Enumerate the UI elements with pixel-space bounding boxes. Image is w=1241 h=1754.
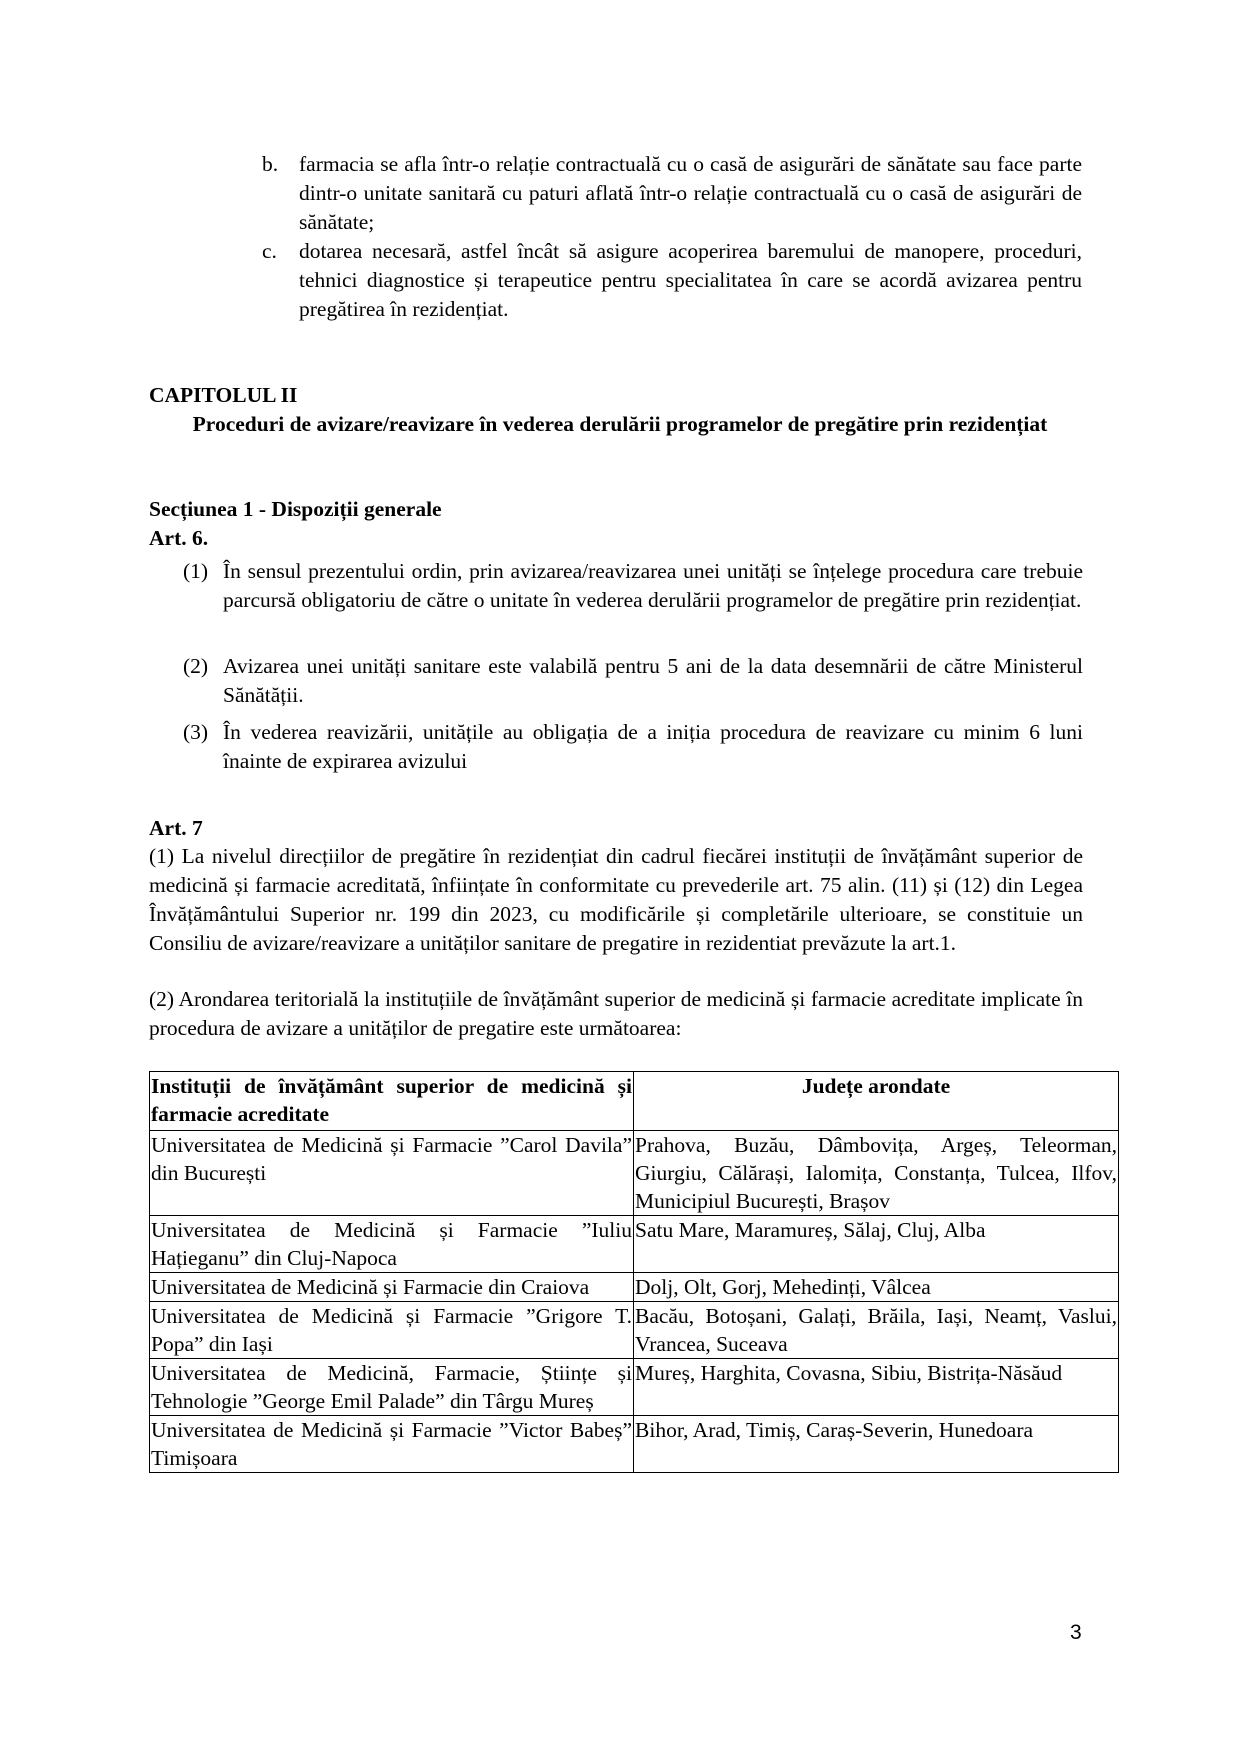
table-cell-counties: Bihor, Arad, Timiș, Caraș-Severin, Hunedoara [634,1416,1119,1473]
list-item-text: dotarea necesară, astfel încât să asigure acoperirea baremului de manopere, proceduri, tehnici diagnostice și terapeutice pentru specialitatea în care se acordă avizarea pentru pregătirea în rezidențiat. [299,239,1082,321]
table-row [150,1216,1119,1273]
paragraph-text: În sensul prezentului ordin, prin avizarea/reavizarea unei unități se înțelege procedura care trebuie parcursă obligatoriu de către o unitate în vederea derulării programelor de pregătire prin rezidențiat. [223,559,1083,612]
table-cell-institution: Universitatea de Medicină și Farmacie din Craiova [150,1273,634,1302]
table-cell-counties: Dolj, Olt, Gorj, Mehedinți, Vâlcea [634,1273,1119,1302]
table-row [150,1273,1119,1302]
list-marker: c. [262,239,277,263]
paragraph-text: Avizarea unei unități sanitare este valabilă pentru 5 ani de la data desemnării de către Ministerul Sănătății. [223,654,1083,707]
table-row [150,1416,1119,1473]
table-cell-counties: Prahova, Buzău, Dâmbovița, Argeș, Teleorman, Giurgiu, Călărași, Ialomița, Constanța, Tulcea, Ilfov, Municipiul București, Brașov [634,1131,1119,1216]
table-row [150,1302,1119,1359]
table-cell-institution: Universitatea de Medicină și Farmacie ”Carol Davila” din București [150,1131,634,1216]
table-header-row [150,1072,1119,1131]
paragraph-marker: (2) [183,654,209,678]
art7-paragraph-1: (1) La nivelul direcțiilor de pregătire în rezidențiat din cadrul fiecărei instituții de învățământ superior de medicină și farmacie acreditată, înființate în conformitate cu prevederile art. 75 alin. (11) și (12) din Legea Învățământului Superior nr. 199 din 2023, cu modificările și completările ulterioare, se constituie un Consiliu de avizare/reavizare a unităților sanitare de pregatire in rezidentiat prevăzute la art.1. [149,844,1083,955]
art7-paragraph-2: (2) Arondarea teritorială la instituțiile de învățământ superior de medicină și farmacie acreditate implicate în procedura de avizare a unităților de pregatire este următoarea: [149,987,1083,1040]
paragraph-marker: (3) [183,720,209,744]
table-cell-institution: Universitatea de Medicină și Farmacie ”Iuliu Hațieganu” din Cluj-Napoca [150,1216,634,1273]
paragraph-marker: (1) [183,559,209,583]
table-row [150,1359,1119,1416]
list-item-c [262,237,1082,324]
table-header-counties: Județe arondate [634,1072,1119,1131]
page-number: 3 [1070,1621,1082,1644]
art7-heading: Art. 7 [149,816,203,840]
arondare-table [149,1071,1119,1473]
table-cell-institution: Universitatea de Medicină și Farmacie ”Grigore T. Popa” din Iași [150,1302,634,1359]
art6-paragraph-3 [183,718,1083,776]
table-cell-institution: Universitatea de Medicină, Farmacie, Științe și Tehnologie ”George Emil Palade” din Târgu Mureș [150,1359,634,1416]
paragraph-text: În vederea reavizării, unitățile au obligația de a iniția procedura de reavizare cu minim 6 luni înainte de expirarea avizului [223,720,1083,773]
section-heading: Secțiunea 1 - Dispoziții generale [149,497,442,521]
chapter-heading: CAPITOLUL II [149,383,298,407]
list-item-b [262,150,1082,237]
art6-paragraph-1 [183,557,1083,615]
art6-paragraph-2 [183,652,1083,710]
table-row [150,1131,1119,1216]
table-cell-counties: Mureș, Harghita, Covasna, Sibiu, Bistrița-Năsăud [634,1359,1119,1416]
chapter-title: Proceduri de avizare/reavizare în vederea derulării programelor de pregătire prin rezidențiat [192,412,1048,436]
list-item-text: farmacia se afla într-o relație contractuală cu o casă de asigurări de sănătate sau face parte dintr-o unitate sanitară cu paturi aflată într-o relație contractuală cu o casă de asigurări de sănătate; [299,152,1082,234]
art6-heading: Art. 6. [149,526,209,550]
table-cell-counties: Bacău, Botoșani, Galați, Brăila, Iași, Neamț, Vaslui, Vrancea, Suceava [634,1302,1119,1359]
table-header-institutions: Instituții de învățământ superior de medicină și farmacie acreditate [150,1072,634,1131]
table-cell-counties: Satu Mare, Maramureș, Sălaj, Cluj, Alba [634,1216,1119,1273]
table-cell-institution: Universitatea de Medicină și Farmacie ”Victor Babeș” Timișoara [150,1416,634,1473]
list-marker: b. [262,152,279,176]
